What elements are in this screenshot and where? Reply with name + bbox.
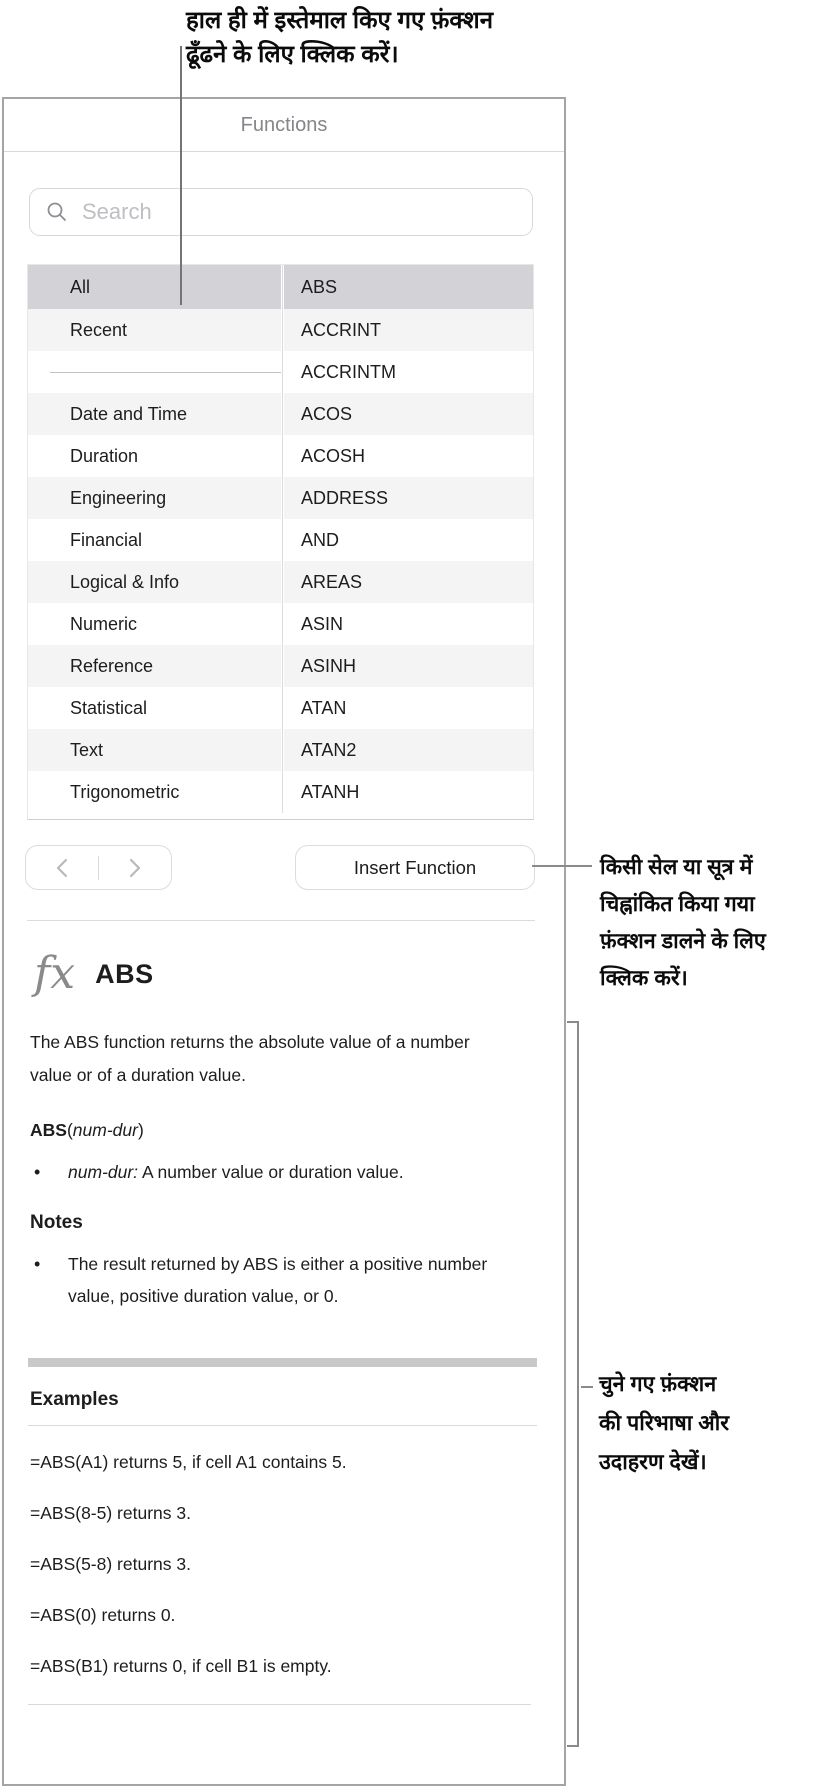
back-button[interactable] (26, 846, 98, 889)
function-item[interactable]: AREAS (284, 561, 533, 603)
list-row (28, 687, 533, 729)
callout-definition-line2: की परिभाषा और (599, 1411, 730, 1435)
category-item[interactable]: Date and Time (28, 393, 281, 435)
function-item[interactable]: ASINH (284, 645, 533, 687)
list-row (28, 645, 533, 687)
list-row (28, 265, 533, 309)
list-row (28, 351, 533, 393)
list-row (28, 519, 533, 561)
history-nav-group (25, 845, 172, 890)
note-text: The result returned by ABS is either a positive number value, positive duration value, or 0. (68, 1254, 488, 1306)
example-line: =ABS(5-8) returns 3. (30, 1554, 191, 1574)
section-divider (28, 1358, 537, 1367)
function-item[interactable]: ATANH (284, 771, 533, 813)
forward-button[interactable] (99, 846, 171, 889)
function-item[interactable]: ACOS (284, 393, 533, 435)
callout-insert-connector-line (532, 865, 592, 867)
function-item[interactable]: ASIN (284, 603, 533, 645)
syntax-argument: num-dur (72, 1120, 138, 1140)
callout-insert-line1: किसी सेल या सूत्र में (600, 855, 753, 879)
doc-description: The ABS function returns the absolute value of a number value or of a duration value. (30, 1032, 470, 1085)
argument-name: num-dur: (68, 1162, 139, 1182)
list-row (28, 771, 533, 813)
list-row (28, 561, 533, 603)
category-item[interactable]: Duration (28, 435, 281, 477)
doc-syntax: ABS(num-dur) (30, 1120, 144, 1140)
callout-definition-line3: उदाहरण देखें। (599, 1450, 707, 1474)
category-item-selected[interactable]: All (28, 265, 281, 309)
function-item[interactable]: ADDRESS (284, 477, 533, 519)
argument-description: A number value or duration value. (141, 1162, 404, 1182)
search-input[interactable] (80, 198, 532, 226)
doc-function-name: ABS (95, 958, 154, 989)
example-line: =ABS(B1) returns 0, if cell B1 is empty. (30, 1656, 332, 1676)
callout-recent-connector-line (180, 46, 182, 305)
insert-function-button[interactable]: Insert Function (295, 845, 535, 890)
callout-definition-tick (581, 1386, 593, 1388)
category-separator-line (50, 372, 281, 373)
panel-titlebar (4, 99, 564, 152)
note-list-item (30, 1248, 537, 1312)
example-line: =ABS(0) returns 0. (30, 1605, 176, 1625)
doc-header (34, 944, 537, 1004)
chevron-right-icon (128, 857, 142, 879)
callout-definition-text (599, 1365, 729, 1482)
callout-definition-bracket (567, 1021, 579, 1747)
functions-list (27, 264, 534, 820)
callout-insert-line3: फ़ंक्शन डालने के लिए (600, 929, 766, 953)
category-item[interactable]: Trigonometric (28, 771, 281, 813)
divider (28, 1425, 537, 1426)
function-documentation (28, 944, 537, 1705)
search-icon (46, 201, 68, 223)
category-item[interactable]: Recent (28, 309, 281, 351)
category-separator-cell (28, 351, 281, 393)
syntax-function-name: ABS (30, 1120, 67, 1140)
bullet-icon (30, 1248, 68, 1312)
category-item[interactable]: Reference (28, 645, 281, 687)
callout-recent-line2: ढूँढने के लिए क्लिक करें। (186, 41, 399, 68)
category-item[interactable]: Financial (28, 519, 281, 561)
example-line: =ABS(8-5) returns 3. (30, 1503, 191, 1523)
bullet-icon (30, 1156, 68, 1188)
function-item[interactable]: AND (284, 519, 533, 561)
function-item[interactable]: ACOSH (284, 435, 533, 477)
list-row (28, 729, 533, 771)
function-item[interactable]: ATAN2 (284, 729, 533, 771)
examples-heading: Examples (30, 1389, 119, 1410)
function-item[interactable]: ACCRINTM (284, 351, 533, 393)
category-item[interactable]: Logical & Info (28, 561, 281, 603)
callout-definition-line1: चुने गए फ़ंक्शन (599, 1372, 717, 1396)
category-item[interactable]: Text (28, 729, 281, 771)
list-row (28, 603, 533, 645)
functions-panel (2, 97, 566, 1786)
callout-recent-line1: हाल ही में इस्तेमाल किए गए फ़ंक्शन (186, 7, 494, 34)
callout-insert-line4: क्लिक करें। (600, 966, 688, 990)
function-item[interactable]: ACCRINT (284, 309, 533, 351)
callout-insert-text (600, 849, 766, 997)
list-row (28, 435, 533, 477)
function-item[interactable]: ATAN (284, 687, 533, 729)
list-row (28, 309, 533, 351)
search-field[interactable] (29, 188, 533, 236)
callout-recent-text (186, 4, 493, 72)
page-title: Functions (240, 114, 328, 136)
list-row (28, 477, 533, 519)
category-item[interactable]: Statistical (28, 687, 281, 729)
divider (28, 1704, 531, 1705)
chevron-left-icon (55, 857, 69, 879)
function-item-selected[interactable]: ABS (284, 265, 533, 309)
category-item[interactable]: Engineering (28, 477, 281, 519)
fx-icon: fx (34, 948, 76, 999)
list-row (28, 393, 533, 435)
example-line: =ABS(A1) returns 5, if cell A1 contains 5. (30, 1452, 347, 1472)
category-item[interactable]: Numeric (28, 603, 281, 645)
notes-heading: Notes (30, 1212, 83, 1233)
callout-insert-line2: चिह्नांकित किया गया (600, 892, 755, 916)
argument-list-item (30, 1156, 537, 1188)
divider (27, 920, 535, 921)
